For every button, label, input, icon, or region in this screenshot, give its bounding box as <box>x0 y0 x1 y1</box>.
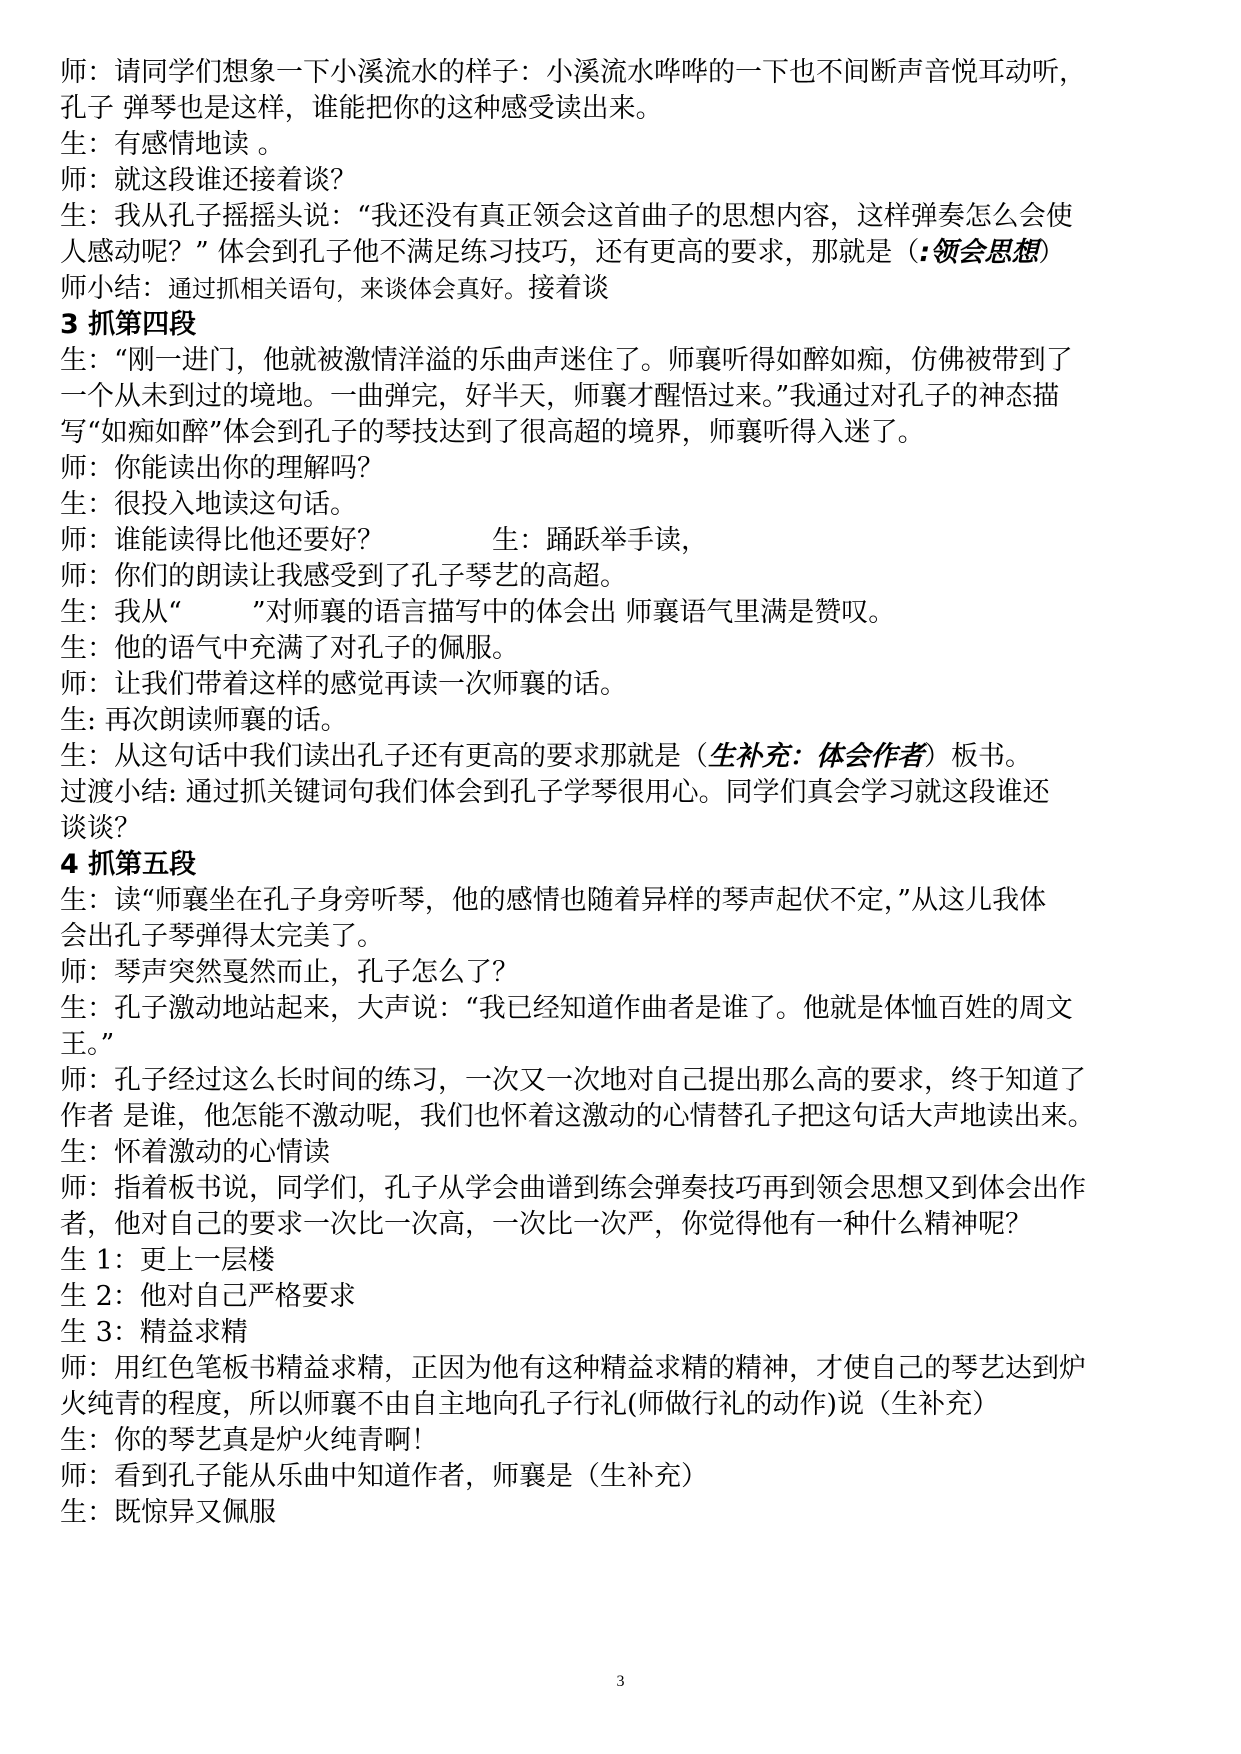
text-line: 一个从未到过的境地。一曲弹完，好半天，师襄才醒悟过来。”我通过对孔子的神态描 <box>60 381 1060 412</box>
section-heading: 3 抓第四段 <box>60 309 197 340</box>
text-line: 生：既惊异又佩服 <box>60 1497 276 1528</box>
text-line: 师：指着板书说，同学们，孔子从学会曲谱到练会弹奏技巧再到领会思想又到体会出作 <box>60 1173 1086 1204</box>
text-line: 过渡小结: 通过抓关键词句我们体会到孔子学琴很用心。同学们真会学习就这段谁还 <box>60 777 1050 808</box>
text-span: 人感动呢？” 体会到孔子他不满足练习技巧，还有更高的要求，那就是（ <box>60 237 920 268</box>
text-line: 生：怀着激动的心情读 <box>60 1137 330 1168</box>
text-line: 师：让我们带着这样的感觉再读一次师襄的话。 <box>60 669 627 700</box>
text-line: 师：看到孔子能从乐曲中知道作者，师襄是（生补充） <box>60 1461 708 1492</box>
text-line <box>60 234 1190 272</box>
emphasis-text: :领会思想 <box>919 237 1039 268</box>
text-line: 生：有感情地读 。 <box>60 129 285 160</box>
text-line: 会出孔子琴弹得太完美了。 <box>60 921 384 952</box>
text-line: 师：琴声突然戛然而止，孔子怎么了？ <box>60 957 519 988</box>
text-line <box>60 738 1190 776</box>
text-span: 生：从这句话中我们读出孔子还有更高的要求那就是（ <box>60 741 708 772</box>
text-line: 者，他对自己的要求一次比一次高，一次比一次严，你觉得他有一种什么精神呢？ <box>60 1209 1032 1240</box>
text-line: 师：就这段谁还接着谈？ <box>60 165 357 196</box>
page-number: 3 <box>616 1673 625 1690</box>
text-span: 接着谈 <box>528 273 609 304</box>
text-line: 孔子 弹琴也是这样，谁能把你的这种感受读出来。 <box>60 93 663 124</box>
text-line: 生：他的语气中充满了对孔子的佩服。 <box>60 633 519 664</box>
text-line: 师：请同学们想象一下小溪流水的样子：小溪流水哗哗的一下也不间断声音悦耳动听， <box>60 57 1086 88</box>
text-line: 生：读“师襄坐在孔子身旁听琴，他的感情也随着异样的琴声起伏不定，”从这儿我体 <box>60 885 1047 916</box>
text-span: 通过抓相关语句，来谈体会真好。 <box>168 275 528 303</box>
text-line: 师：你们的朗读让我感受到了孔子琴艺的高超。 <box>60 561 627 592</box>
text-span: 生：踊跃举手读， <box>492 525 708 556</box>
text-line: 生 1：更上一层楼 <box>60 1245 275 1276</box>
emphasis-text: 生补充：体会作者 <box>708 741 924 772</box>
text-line: 生：你的琴艺真是炉火纯青啊！ <box>60 1425 438 1456</box>
text-line: 谈谈？ <box>60 813 141 844</box>
section-heading: 4 抓第五段 <box>60 849 197 880</box>
text-line: 写“如痴如醉”体会到孔子的琴技达到了很高超的境界，师襄听得入迷了。 <box>60 417 925 448</box>
text-line: 生：我从孔子摇摇头说：“我还没有真正领会这首曲子的思想内容，这样弹奏怎么会使 <box>60 201 1073 232</box>
text-line: 生 2：他对自己严格要求 <box>60 1281 356 1312</box>
text-line: 王。” <box>60 1029 115 1060</box>
text-line: 生：“刚一进门，他就被激情洋溢的乐曲声迷住了。师襄听得如醉如痴，仿佛被带到了 <box>60 345 1073 376</box>
text-span: ”对师襄的语言描写中的体会出 师襄语气里满是赞叹。 <box>251 597 896 628</box>
text-line: 生：很投入地读这句话。 <box>60 489 357 520</box>
text-line: 生：孔子激动地站起来，大声说：“我已经知道作曲者是谁了。他就是体恤百姓的周文 <box>60 993 1073 1024</box>
text-line: 作者 是谁，他怎能不激动呢，我们也怀着这激动的心情替孔子把这句话大声地读出来。 <box>60 1101 1095 1132</box>
text-line: 师：你能读出你的理解吗？ <box>60 453 384 484</box>
text-span: ） <box>1038 237 1066 268</box>
text-line: 师：孔子经过这么长时间的练习，一次又一次地对自己提出那么高的要求，终于知道了 <box>60 1065 1086 1096</box>
text-span: 师小结： <box>60 273 168 304</box>
text-span: 师：谁能读得比他还要好？ <box>60 525 384 556</box>
text-line: 生: 再次朗读师襄的话。 <box>60 705 348 736</box>
text-line: 火纯青的程度，所以师襄不由自主地向孔子行礼(师做行礼的动作)说（生补充） <box>60 1389 1000 1420</box>
text-line <box>60 594 1190 632</box>
text-line: 生 3：精益求精 <box>60 1317 248 1348</box>
text-line <box>60 522 1190 560</box>
text-line: 师：用红色笔板书精益求精，正因为他有这种精益求精的精神，才使自己的琴艺达到炉 <box>60 1353 1086 1384</box>
text-span: 生：我从“ <box>60 597 182 628</box>
text-line <box>60 270 1190 308</box>
text-span: ）板书。 <box>924 741 1032 772</box>
